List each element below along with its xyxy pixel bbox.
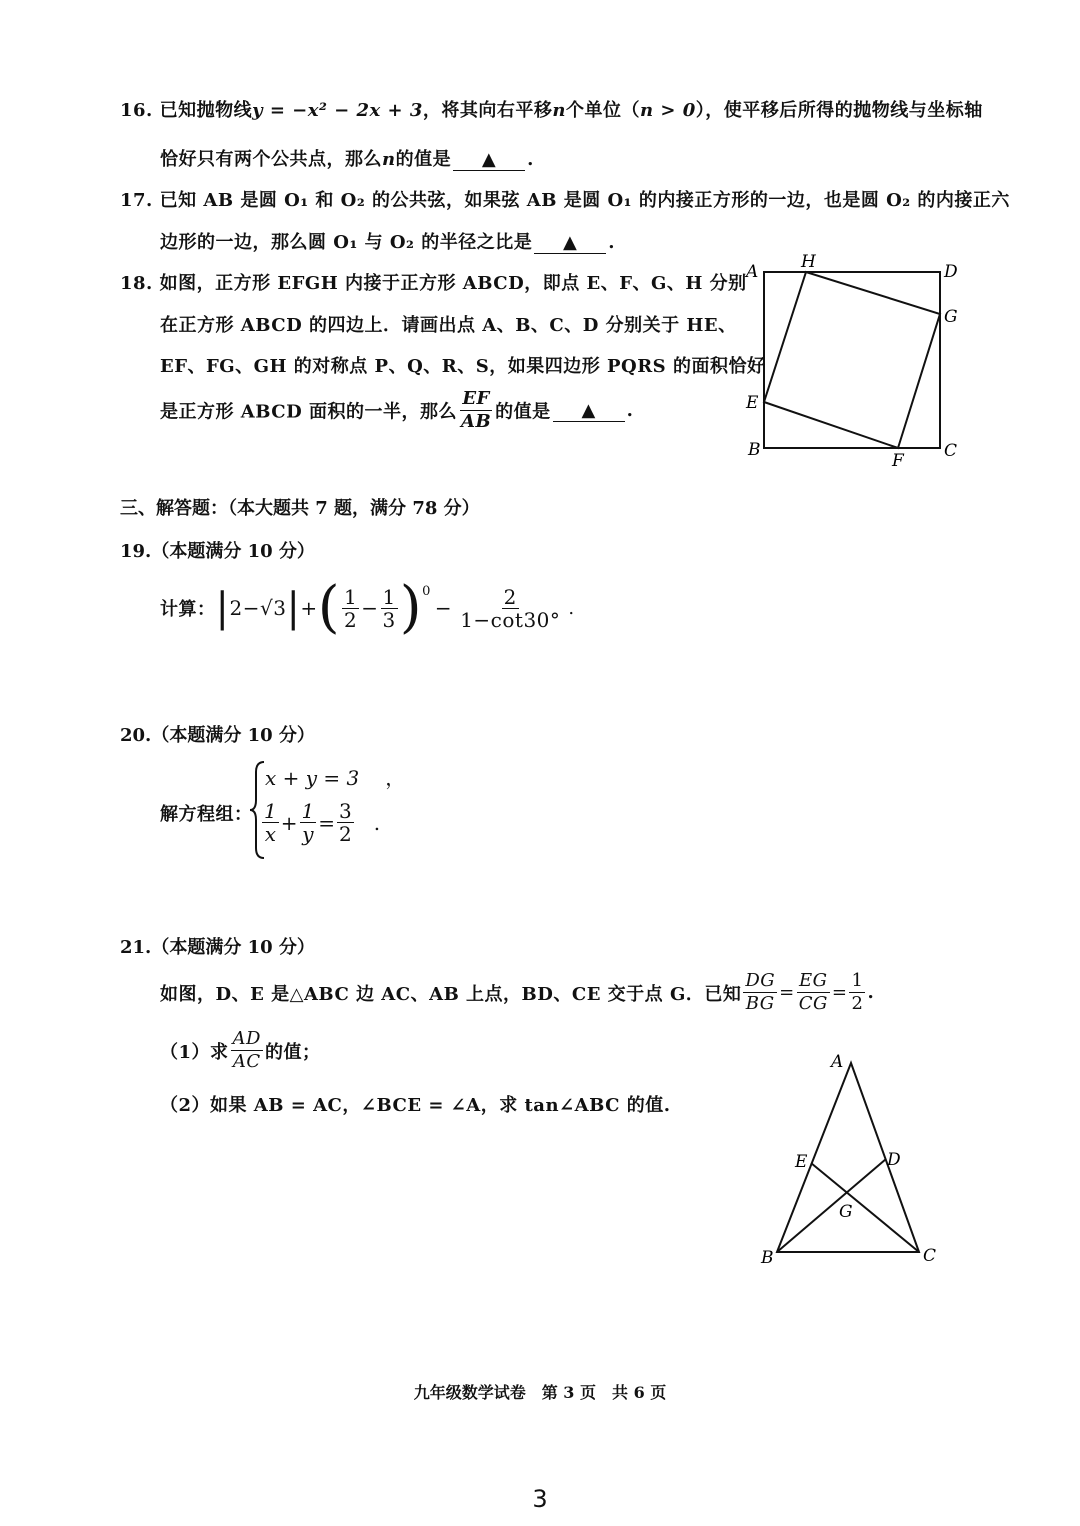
q20-header: 20.（本题满分 10 分） [120, 725, 315, 746]
q18-line4: 是正方形 ABCD 面积的一半，那么 $\frac{EF}{AB}$ 的值是 ▲ . [160, 388, 634, 432]
label-b: B [761, 1248, 774, 1268]
label-h: H [801, 252, 816, 272]
q18-line3: EF、FG、GH 的对称点 P、Q、R、S，如果四边形 PQRS 的面积恰好 [160, 356, 766, 377]
label-d: D [944, 262, 958, 282]
label-g: G [839, 1202, 853, 1222]
q18-square-figure [740, 250, 970, 475]
page-footer: 九年级数学试卷 第 3 页 共 6 页 [413, 1383, 667, 1402]
q16-line2: 恰好只有两个公共点，那么n的值是 ▲ . [160, 149, 534, 170]
q18-line1: 18. 如图，正方形 EFGH 内接于正方形 ABCD，即点 E、F、G、H 分别 [120, 273, 747, 294]
q21-header: 21.（本题满分 10 分） [120, 937, 315, 958]
label-g: G [944, 307, 958, 327]
label-c: C [923, 1246, 937, 1266]
q21-triangle-figure [755, 1045, 955, 1275]
label-e: E [746, 393, 759, 413]
segment-bd [777, 1159, 886, 1252]
q21-line1: 如图，D、E 是△ABC 边 AC、AB 上点，BD、CE 交于点 G．已知 $\frac{DG}{BG}$ = $\frac{EG}{CG}$ = $\frac{1}{2}$ . [160, 970, 875, 1014]
label-d: D [887, 1150, 901, 1170]
q16-answer-blank[interactable]: ▲ [453, 149, 525, 171]
q17-answer-blank[interactable]: ▲ [534, 232, 606, 254]
q16-line1: 16. 已知抛物线y = −x² − 2x + 3，将其向右平移n个单位（n > 0），使平移后所得的抛物线与坐标轴 [120, 100, 983, 121]
page-number: 3 [532, 1485, 548, 1513]
q18-line2: 在正方形 ABCD 的四边上．请画出点 A、B、C、D 分别关于 HE、 [160, 315, 737, 336]
square-abcd [764, 272, 940, 448]
q20-equation-2: $\frac{1}{x}$ + $\frac{1}{y}$ = $\frac{3}{2}$ . [264, 799, 381, 846]
q16-number: 16. [120, 100, 153, 121]
label-e: E [795, 1152, 808, 1172]
label-b: B [748, 440, 761, 460]
q19-header: 19.（本题满分 10 分） [120, 541, 315, 562]
q20-equation-1: x + y = 3 ， [265, 766, 406, 790]
label-c: C [944, 441, 958, 461]
q17-line1: 17. 已知 AB 是圆 O₁ 和 O₂ 的公共弦，如果弦 AB 是圆 O₁ 的内接正方形的一边，也是圆 O₂ 的内接正六 [120, 190, 1010, 211]
q17-line2: 边形的一边，那么圆 O₁ 与 O₂ 的半径之比是 ▲ . [160, 232, 615, 253]
square-efgh [764, 272, 940, 448]
q19-expression: 计算： | 2−√3 | + ( $\frac{1}{2}$ − $\frac{1}{3}$ ) 0 − $\frac{2}{1-\cot 30^\circ}$ . [160, 575, 575, 640]
label-f: F [892, 451, 904, 471]
label-a: A [746, 262, 759, 282]
q20-prefix: 解方程组： [160, 804, 253, 825]
q21-part1: （1）求 $\frac{AD}{AC}$ 的值； [160, 1028, 321, 1072]
section-3-title: 三、解答题：（本大题共 7 题，满分 78 分） [120, 498, 480, 519]
q16-equation: y = −x² − 2x + 3 [252, 100, 423, 121]
label-a: A [831, 1052, 844, 1072]
q18-answer-blank[interactable]: ▲ [553, 400, 625, 422]
q18-fraction: $\frac{EF}{AB}$ [460, 388, 492, 432]
q21-part2: （2）如果 AB = AC，∠BCE = ∠A，求 tan∠ABC 的值. [160, 1095, 671, 1116]
